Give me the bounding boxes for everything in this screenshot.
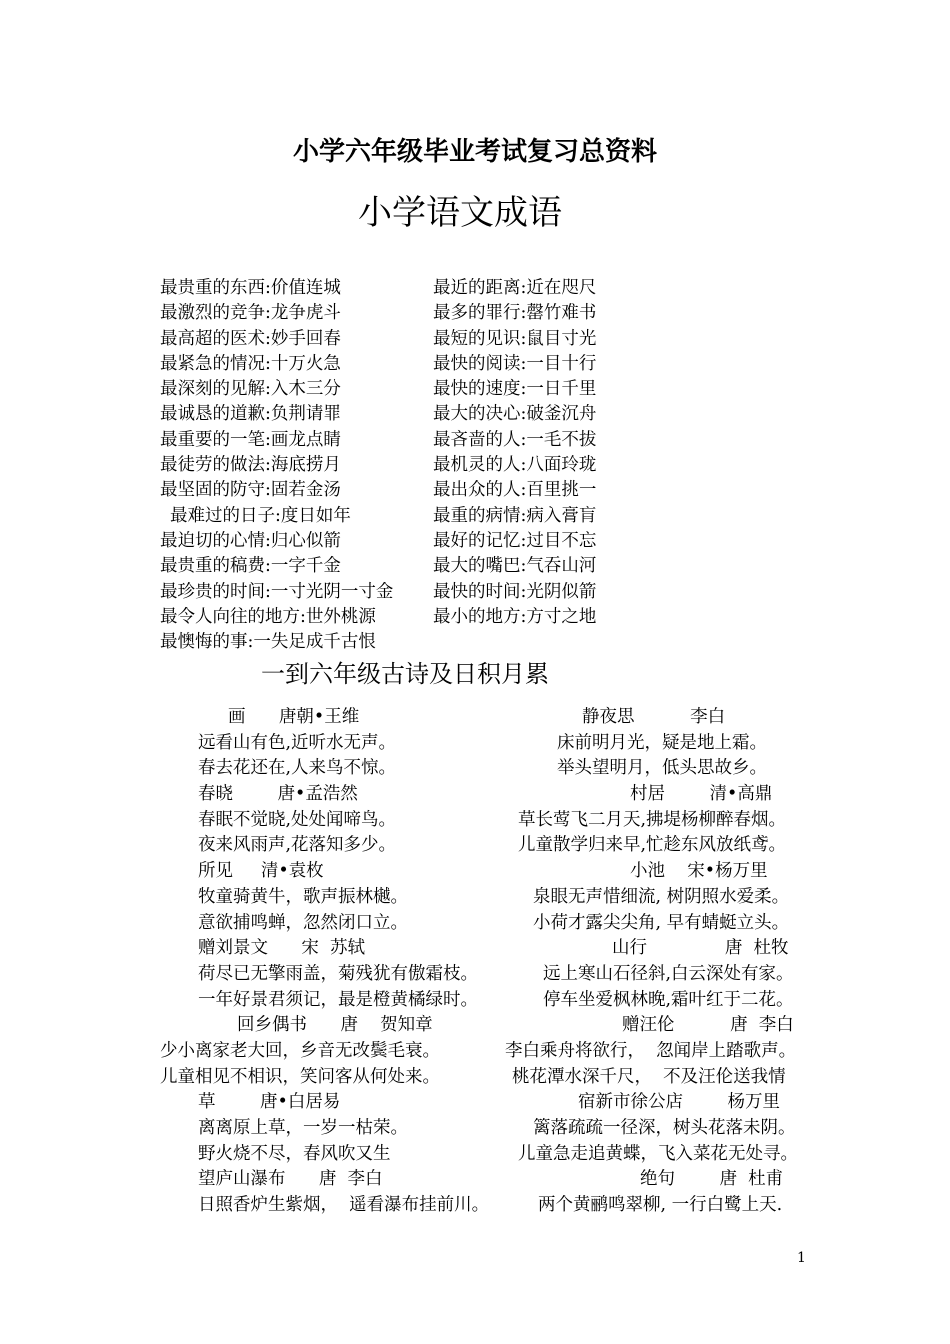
poem-verse: 儿童急走追黄蝶，飞入菜花无处寻。 xyxy=(518,1143,798,1164)
idiom-row xyxy=(160,327,640,352)
poem-row xyxy=(0,1193,950,1219)
poem-title-line: 春晓 唐•孟浩然 xyxy=(198,784,358,805)
poem-row xyxy=(0,782,950,808)
idiom-row xyxy=(160,554,640,579)
idiom-row xyxy=(160,605,640,630)
poem-verse: 篱落疏疏一径深，树头花落未阴。 xyxy=(533,1118,796,1138)
poem-row xyxy=(0,936,950,962)
idiom-row xyxy=(160,402,640,427)
idiom-row xyxy=(160,630,640,655)
poem-row xyxy=(0,731,950,757)
poem-row xyxy=(0,756,950,782)
idiom-entry: 最诚恳的道歉:负荆请罪 xyxy=(160,404,341,425)
idiom-row xyxy=(160,301,640,326)
poem-row xyxy=(0,1116,950,1142)
idiom-entry: 最吝啬的人:一毛不拔 xyxy=(433,429,597,450)
poem-row xyxy=(0,1090,950,1116)
poem-verse: 春眠不觉晓,处处闻啼鸟。 xyxy=(198,809,397,830)
idiom-entry: 最贵重的稿费:一字千金 xyxy=(160,556,341,577)
idiom-entry: 最徒劳的做法:海底捞月 xyxy=(160,455,341,476)
poem-row xyxy=(0,885,950,911)
idiom-row xyxy=(160,352,640,377)
poem-title-line: 回乡偶书 唐 贺知章 xyxy=(237,1015,433,1036)
idiom-entry: 最好的记忆:过目不忘 xyxy=(433,530,597,551)
poem-title-line: 村居 清•高鼎 xyxy=(630,784,773,805)
poem-row xyxy=(0,1167,950,1193)
idiom-entry: 最快的阅读:一目十行 xyxy=(433,353,597,374)
poem-title-line: 赠刘景文 宋 苏轼 xyxy=(198,938,366,959)
poem-title-line: 画 唐朝•王维 xyxy=(228,707,360,727)
idiom-entry: 最多的罪行:罄竹难书 xyxy=(433,303,597,324)
poem-row xyxy=(0,962,950,988)
idiom-entry: 最重要的一笔:画龙点睛 xyxy=(160,429,341,450)
poem-row xyxy=(0,833,950,859)
poem-verse: 桃花潭水深千尺， 不及汪伦送我情 xyxy=(512,1066,786,1087)
poem-row xyxy=(0,1142,950,1168)
idiom-entry: 最出众的人:百里挑一 xyxy=(433,480,597,501)
page-number: 1 xyxy=(797,1250,806,1266)
poem-verse: 远上寒山石径斜,白云深处有家。 xyxy=(543,963,794,984)
idiom-row xyxy=(160,428,640,453)
poem-title-line: 望庐山瀑布 唐 李白 xyxy=(198,1169,383,1190)
idiom-entry: 最迫切的心情:归心似箭 xyxy=(160,530,341,551)
section-heading-poems: 一到六年级古诗及日积月累 xyxy=(261,660,549,688)
poem-row xyxy=(0,1039,950,1065)
poem-verse: 野火烧不尽，春风吹又生 xyxy=(198,1143,391,1164)
poem-title-line: 宿新市徐公店 杨万里 xyxy=(578,1092,781,1113)
poem-title-line: 静夜思 李白 xyxy=(582,707,726,727)
poem-row xyxy=(0,808,950,834)
poem-list xyxy=(0,705,950,1219)
idiom-row xyxy=(160,580,640,605)
idiom-entry: 最快的时间:光阴似箭 xyxy=(433,581,597,602)
idiom-row xyxy=(160,377,640,402)
idiom-entry: 最激烈的竞争:龙争虎斗 xyxy=(160,303,341,324)
idiom-entry: 最珍贵的时间:一寸光阴一寸金 xyxy=(160,581,394,602)
poem-title-line: 山行 唐 杜牧 xyxy=(612,938,789,959)
poem-verse: 举头望明月，低头思故乡。 xyxy=(557,758,767,779)
poem-verse: 牧童骑黄牛，歌声振林樾。 xyxy=(198,886,408,907)
poem-title-line: 草 唐•白居易 xyxy=(198,1092,341,1113)
document-title: 小学六年级毕业考试复习总资料 xyxy=(292,137,657,167)
poem-verse: 春去花还在,人来鸟不惊。 xyxy=(198,758,397,779)
poem-verse: 床前明月光，疑是地上霜。 xyxy=(557,732,767,753)
idiom-row xyxy=(160,478,640,503)
poem-row xyxy=(0,705,950,731)
idiom-row xyxy=(160,504,640,529)
poem-row xyxy=(0,1065,950,1091)
poem-verse: 停车坐爱枫林晚,霜叶红于二花。 xyxy=(543,989,794,1010)
idiom-row xyxy=(160,453,640,478)
idiom-entry: 最快的速度:一日千里 xyxy=(433,379,597,400)
poem-verse: 夜来风雨声,花落知多少。 xyxy=(198,835,397,856)
poem-verse: 泉眼无声惜细流, 树阴照水爱柔。 xyxy=(533,886,790,907)
poem-verse: 荷尽已无擎雨盖，菊残犹有傲霜枝。 xyxy=(198,963,478,984)
idiom-entry: 最贵重的东西:价值连城 xyxy=(160,278,341,298)
poem-verse: 草长莺飞二月天,拂堤杨柳醉春烟。 xyxy=(518,809,787,830)
poem-title-line: 小池 宋•杨万里 xyxy=(630,861,768,882)
poem-verse: 儿童散学归来早,忙趁东风放纸鸢。 xyxy=(518,835,787,856)
idiom-entry: 最难过的日子:度日如年 xyxy=(170,505,351,526)
idiom-entry: 最小的地方:方寸之地 xyxy=(433,606,597,627)
idiom-list xyxy=(160,276,640,655)
poem-verse: 儿童相见不相识，笑问客从何处来。 xyxy=(160,1066,440,1087)
idiom-entry: 最深刻的见解:入木三分 xyxy=(160,379,341,400)
idiom-entry: 最大的嘴巴:气吞山河 xyxy=(433,556,597,577)
idiom-entry: 最令人向往的地方:世外桃源 xyxy=(160,606,376,627)
poem-row xyxy=(0,1013,950,1039)
idiom-entry: 最短的见识:鼠目寸光 xyxy=(433,328,597,349)
poem-verse: 李白乘舟将欲行， 忽闻岸上踏歌声。 xyxy=(505,1040,797,1061)
idiom-entry: 最坚固的防守:固若金汤 xyxy=(160,480,341,501)
poem-verse: 远看山有色,近听水无声。 xyxy=(198,732,397,753)
poem-verse: 两个黄鹂鸣翠柳, 一行白鹭上天. xyxy=(538,1195,783,1216)
poem-verse: 日照香炉生紫烟， 遥看瀑布挂前川。 xyxy=(198,1195,490,1216)
idiom-entry: 最高超的医术:妙手回春 xyxy=(160,328,341,349)
poem-verse: 意欲捕鸣蝉，忽然闭口立。 xyxy=(198,912,408,933)
poem-verse: 一年好景君须记，最是橙黄橘绿时。 xyxy=(198,989,478,1010)
poem-row xyxy=(0,911,950,937)
idiom-entry: 最近的距离:近在咫尺 xyxy=(433,278,597,298)
section-heading-idioms: 小学语文成语 xyxy=(358,193,562,233)
poem-title-line: 赠汪伦 唐 李白 xyxy=(622,1015,794,1036)
poem-row xyxy=(0,988,950,1014)
poem-title-line: 所见 清•袁枚 xyxy=(198,861,324,882)
idiom-row xyxy=(160,276,640,301)
idiom-entry: 最紧急的情况:十万火急 xyxy=(160,353,341,374)
idiom-row xyxy=(160,529,640,554)
poem-verse: 少小离家老大回，乡音无改鬓毛衰。 xyxy=(160,1040,440,1061)
idiom-entry: 最懊悔的事:一失足成千古恨 xyxy=(160,632,376,653)
idiom-entry: 最机灵的人:八面玲珑 xyxy=(433,455,597,476)
idiom-entry: 最重的病情:病入膏肓 xyxy=(433,505,597,526)
poem-verse: 小荷才露尖尖角, 早有蜻蜓立头。 xyxy=(533,912,790,933)
poem-row xyxy=(0,859,950,885)
poem-title-line: 绝句 唐 杜甫 xyxy=(640,1169,784,1190)
poem-verse: 离离原上草，一岁一枯荣。 xyxy=(198,1118,408,1138)
idiom-entry: 最大的决心:破釜沉舟 xyxy=(433,404,597,425)
